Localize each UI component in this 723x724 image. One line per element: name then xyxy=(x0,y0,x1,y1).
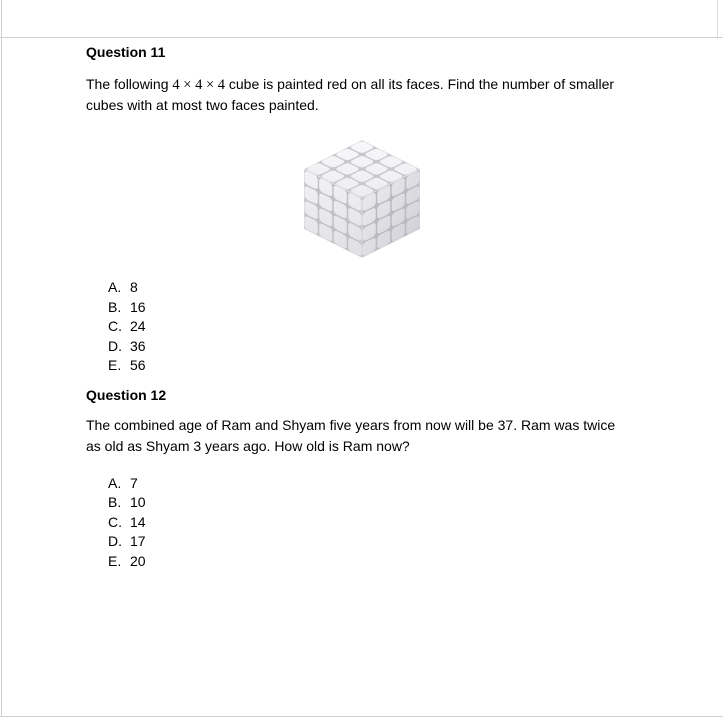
question-11-math-expression: 4 × 4 × 4 xyxy=(172,77,225,93)
question-12-option-c xyxy=(108,514,146,531)
option-letter: A. xyxy=(108,474,122,491)
option-letter: C. xyxy=(108,318,122,334)
question-12-option-e xyxy=(108,553,146,570)
page-divider-top xyxy=(0,37,723,38)
option-value: 56 xyxy=(130,357,146,373)
option-letter: E. xyxy=(108,357,122,373)
page-border-left xyxy=(1,0,2,717)
question-12-option-d xyxy=(108,533,146,550)
question-11-option-c xyxy=(108,318,146,335)
option-letter: C. xyxy=(108,513,122,530)
question-11-option-b xyxy=(108,299,146,316)
option-value: 36 xyxy=(130,337,146,354)
cube-4x4x4-image xyxy=(295,132,430,267)
question-11-text-line-1 xyxy=(86,75,614,94)
option-letter: D. xyxy=(108,533,122,549)
option-letter: B. xyxy=(108,494,122,510)
option-letter: E. xyxy=(108,552,122,569)
option-value: 14 xyxy=(130,513,146,530)
question-12-text-line-2: as old as Shyam 3 years ago. How old is Ram now? xyxy=(86,438,410,454)
question-11-text-suffix: cube is painted red on all its faces. Find the number of smaller xyxy=(225,76,615,92)
question-11-text-prefix: The following xyxy=(86,76,173,92)
question-11-option-d xyxy=(108,338,146,355)
option-letter: A. xyxy=(108,279,122,295)
question-12-option-a xyxy=(108,475,138,492)
question-12-text-line-1: The combined age of Ram and Shyam five years from now will be 37. Ram was twice xyxy=(86,417,616,433)
option-letter: B. xyxy=(108,298,122,315)
option-value: 7 xyxy=(130,474,138,491)
option-value: 10 xyxy=(130,494,146,510)
page-divider-bottom xyxy=(0,716,723,717)
option-value: 17 xyxy=(130,533,146,549)
page-border-right xyxy=(717,0,718,37)
question-11-text-line-2: cubes with at most two faces painted. xyxy=(86,97,319,113)
question-11-option-a xyxy=(108,279,138,296)
question-12-option-b xyxy=(108,494,146,511)
option-value: 20 xyxy=(130,552,146,569)
option-value: 8 xyxy=(130,279,138,295)
option-value: 16 xyxy=(130,298,146,315)
question-11-title: Question 11 xyxy=(86,44,166,60)
question-12-title: Question 12 xyxy=(86,386,167,403)
option-letter: D. xyxy=(108,337,122,354)
question-11-option-e xyxy=(108,357,146,374)
option-value: 24 xyxy=(130,318,146,334)
